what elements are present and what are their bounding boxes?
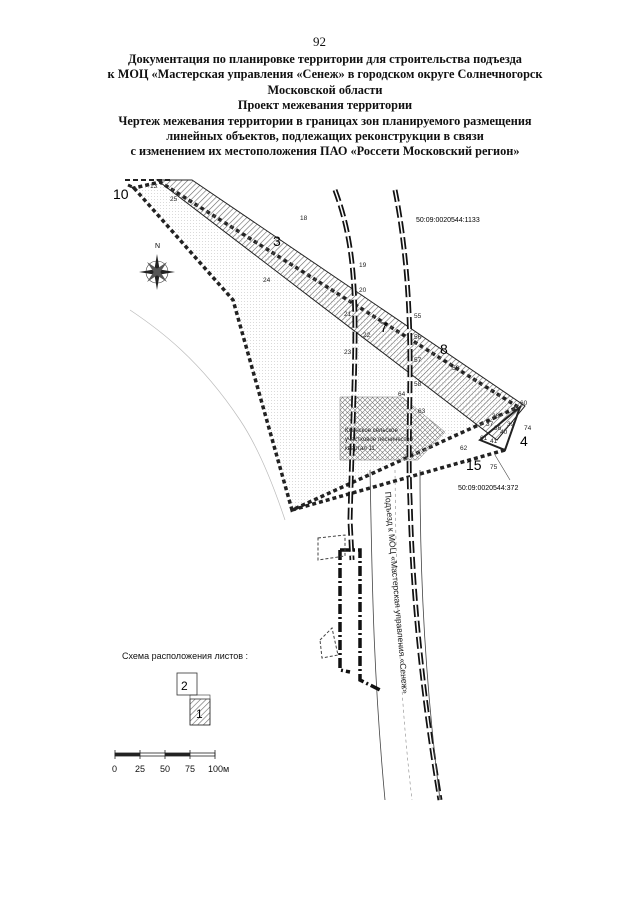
point-21: 21 (344, 311, 352, 318)
line-track-east (395, 190, 440, 800)
point-38: 38 (492, 413, 500, 420)
point-25: 25 (170, 196, 178, 203)
point-19: 19 (359, 262, 367, 269)
point-37: 37 (486, 421, 494, 428)
title-line-1: Документация по планировке территории для строительства подъезда (128, 52, 522, 66)
title-line-4: Проект межевания территории (237, 98, 413, 113)
scheme-label: Схема расположения листов : (122, 651, 249, 661)
point-20: 20 (359, 287, 367, 294)
zone-label-4: 4 (520, 433, 528, 449)
line-track-east-inner (395, 190, 440, 800)
compass-icon (139, 243, 175, 290)
point-63: 63 (418, 408, 426, 415)
point-39: 39 (507, 421, 515, 428)
scale-tick-25: 25 (135, 764, 146, 774)
point-61: 61 (480, 435, 488, 442)
forest-label-line-3: квартал 11 (345, 446, 375, 452)
point-36: 36 (494, 425, 502, 432)
title-line-5: Чертеж межевания территории в границах зон планируемого размещения (118, 113, 532, 128)
scale-tick-75: 75 (185, 764, 196, 774)
road-edge-left (370, 470, 385, 800)
point-62: 62 (460, 445, 468, 452)
title-line-2: к МОЦ «Мастерская управления «Сенеж» в городском округе Солнечногорск (107, 67, 543, 82)
point-41: 41 (490, 438, 498, 445)
zone-label-8: 8 (440, 341, 448, 357)
point-59: 59 (452, 365, 460, 372)
point-56: 56 (414, 334, 422, 341)
road-parcel-outline (340, 550, 380, 690)
scale-tick-50: 50 (160, 764, 171, 774)
point-60: 60 (520, 400, 528, 407)
point-64: 64 (398, 391, 406, 398)
point-58: 58 (414, 381, 422, 388)
point-23: 23 (344, 349, 352, 356)
road-label: Подъезд к МОЦ «Мастерская управления «Сенеж» (383, 491, 411, 695)
title-line-6: линейных объектов, подлежащих реконструкции в связи (166, 129, 484, 144)
zone-label-15: 15 (466, 457, 482, 473)
sheet-1-label: 1 (196, 707, 203, 721)
zone-label-10: 10 (113, 186, 129, 202)
scale-bar (115, 750, 215, 759)
title-line-7: с изменением их местоположения ПАО «Россети Московский регион» (130, 144, 520, 159)
scale-tick-100: 100м (208, 764, 230, 774)
cadastral-label-1133: 50:09:0020544:1133 (416, 217, 480, 224)
point-18: 18 (300, 215, 308, 222)
point-40: 40 (500, 429, 508, 436)
zone-label-3: 3 (273, 233, 281, 249)
point-24: 24 (263, 277, 271, 284)
point-22: 22 (363, 332, 371, 339)
point-57: 57 (414, 357, 422, 364)
scale-tick-0: 0 (112, 764, 118, 774)
page-number: 92 (313, 34, 326, 49)
forest-label-line-2: участковое лесничество (345, 437, 413, 443)
sheet-scheme (177, 673, 210, 725)
outline-shape-2 (320, 628, 338, 658)
title-line-3: Московской области (267, 82, 383, 97)
sheet-2-label: 2 (181, 679, 188, 693)
zone-label-7: 7 (380, 319, 388, 335)
cadastral-label-372: 50:09:0020544:372 (458, 485, 519, 492)
point-74: 74 (524, 425, 532, 432)
forest-label-line-1: Клинское сельское (345, 428, 398, 434)
point-75: 75 (490, 464, 498, 471)
point-55: 55 (414, 313, 422, 320)
point-13: 13 (150, 183, 158, 190)
outline-shape-1 (318, 535, 345, 560)
compass-letter: N (155, 243, 161, 250)
